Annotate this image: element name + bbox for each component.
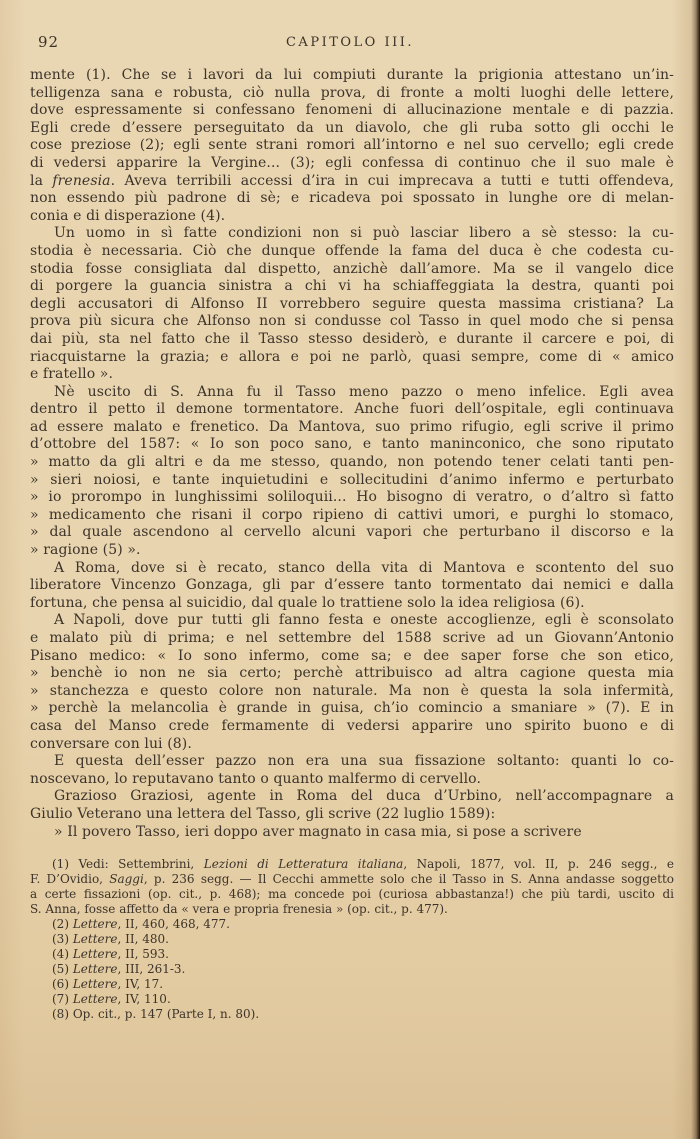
body-text bbox=[30, 67, 674, 841]
page-header bbox=[30, 33, 670, 53]
paragraph bbox=[30, 992, 674, 1007]
text-line: degli accusatori di Alfonso II vorrebbero seguire questa massima cristiana? La bbox=[30, 295, 674, 312]
text-line: dentro il petto il demone tormentatore. Anche fuori dell’ospitale, egli continuava bbox=[30, 401, 674, 418]
text-line: A Napoli, dove pur tutti gli fanno festa e oneste accoglienze, egli è sconsolato bbox=[54, 612, 674, 629]
text-line: dove espressamente si confessano fenomeni di allucinazione mentale e di pazzia. bbox=[30, 102, 674, 119]
text-line: conia e di disperazione (4). bbox=[30, 207, 226, 224]
footnote-line: (2) Lettere, II, 460, 468, 477. bbox=[52, 917, 230, 932]
text-line: Pisano medico: « Io sono infermo, come sa; e dee saper forse che son etico, bbox=[30, 647, 674, 664]
paragraph bbox=[30, 857, 674, 917]
text-line: liberatore Vincenzo Gonzaga, gli par d’essere tanto tormentato dai nemici e dalla bbox=[30, 577, 674, 594]
text-line: noscevano, lo reputavano tanto o quanto malfermo di cervello. bbox=[30, 770, 482, 787]
text-line: » medicamento che risani il corpo ripieno di cattivi umori, e purghi lo stomaco, bbox=[30, 506, 674, 523]
paragraph bbox=[30, 917, 674, 932]
footnote-line: a certe fissazioni (op. cit., p. 468); ma concede poi (curiosa abbastanza!) che più tardi, uscito di bbox=[30, 887, 674, 902]
text-line: » matto da gli altri e da me stesso, quando, non potendo tener celati tanti pen- bbox=[30, 454, 674, 471]
paragraph bbox=[30, 932, 674, 947]
footnotes bbox=[30, 857, 674, 1022]
paragraph bbox=[30, 560, 674, 613]
text-line: » Il povero Tasso, ieri doppo aver magnato in casa mia, si pose a scrivere bbox=[54, 823, 582, 840]
footnote-line: F. D’Ovidio, Saggi, p. 236 segg. — Il Cecchi ammette solo che il Tasso in S. Anna andasse soggetto bbox=[30, 872, 674, 887]
paragraph bbox=[30, 824, 674, 842]
paragraph bbox=[30, 225, 674, 383]
text-line: ad essere malato e frenetico. Da Mantova, suo primo rifugio, egli scrive il primo bbox=[30, 418, 674, 435]
text-line: e fratello ». bbox=[30, 366, 114, 383]
text-line: » dal quale ascendono al cervello alcuni vapori che perturbano il discorso e la bbox=[30, 524, 674, 541]
footnote-line: (7) Lettere, IV, 110. bbox=[52, 992, 171, 1007]
text-line: la frenesia. Aveva terribili accessi d’ira in cui imprecava a tutti e tutti offendeva, bbox=[30, 172, 674, 189]
text-line: Giulio Veterano una lettera del Tasso, gli scrive (22 luglio 1589): bbox=[30, 805, 496, 822]
text-line: stodia fosse consigliata dal dispetto, anzichè dall’amore. Ma se il vangelo dice bbox=[30, 260, 674, 277]
text-line: Nè uscito di S. Anna fu il Tasso meno pazzo o meno infelice. Egli avea bbox=[54, 383, 674, 400]
text-line: » stanchezza e questo colore non naturale. Ma non è questa la sola infermità, bbox=[30, 682, 674, 699]
text-line: » perchè la melancolia è grande in guisa, ch’io comincio a smaniare » (7). E in bbox=[30, 700, 674, 717]
text-line: casa del Manso crede fermamente di vedersi apparire uno spirito buono e di bbox=[30, 717, 674, 734]
paragraph bbox=[30, 1007, 674, 1022]
text-line: » sieri noiosi, e tante inquietudini e sollecitudini d’animo infermo e perturbato bbox=[30, 471, 674, 488]
paragraph bbox=[30, 753, 674, 788]
text-line: prova più sicura che Alfonso non si condusse col Tasso in quel modo che si pensa bbox=[30, 313, 674, 330]
paragraph bbox=[30, 962, 674, 977]
chapter-title: CAPITOLO III. bbox=[285, 35, 414, 50]
text-line: cose preziose (2); egli sente strani romori all’intorno e nel suo cervello; egli crede bbox=[30, 137, 674, 154]
footnote-line: (8) Op. cit., p. 147 (Parte I, n. 80). bbox=[52, 1007, 260, 1022]
page-edge-shadow bbox=[691, 0, 700, 1139]
text-line: mente (1). Che se i lavori da lui compiuti durante la prigionia attestano un’in- bbox=[30, 67, 674, 83]
text-line: di vedersi apparire la Vergine... (3); egli confessa di continuo che il suo male è bbox=[30, 154, 674, 171]
paragraph bbox=[30, 977, 674, 992]
text-line: dai più, sta nel fatto che il Tasso stesso desiderò, e durante il carcere e poi, di bbox=[30, 330, 674, 347]
footnote-line: (6) Lettere, IV, 17. bbox=[52, 977, 164, 992]
paragraph bbox=[30, 67, 674, 225]
text-line: d’ottobre del 1587: « Io son poco sano, e tanto maninconico, che sono riputato bbox=[30, 436, 674, 453]
text-line: telligenza sana e robusta, ciò nulla prova, di fronte a molti luoghi delle lettere, bbox=[30, 84, 674, 101]
text-line: conversare con lui (8). bbox=[30, 735, 192, 752]
text-line: » benchè io non ne sia certo; perchè attribuisco ad altra cagione questa mia bbox=[30, 665, 674, 682]
text-line: A Roma, dove si è recato, stanco della vita di Mantova e scontento del suo bbox=[54, 559, 674, 576]
footnote-line: (1) Vedi: Settembrini, Lezioni di Letteratura italiana, Napoli, 1877, vol. II, p. 246 segg., e bbox=[52, 857, 674, 872]
text-line: fortuna, che pensa al suicidio, dal quale lo trattiene solo la idea religiosa (6). bbox=[30, 594, 585, 611]
text-line: » ragione (5) ». bbox=[30, 542, 141, 559]
text-line: E questa dell’esser pazzo non era una sua fissazione soltanto: quanti lo co- bbox=[54, 753, 674, 770]
text-line: Un uomo in sì fatte condizioni non si può lasciar libero a sè stesso: la cu- bbox=[54, 225, 674, 242]
page-number: 92 bbox=[38, 33, 60, 51]
text-line: Egli crede d’essere perseguitato da un diavolo, che gli ruba sotto gli occhi le bbox=[30, 119, 674, 136]
text-line: di porgere la guancia sinistra a chi vi ha schiaffeggiata la destra, quanti poi bbox=[30, 278, 674, 295]
footnote-line: S. Anna, fosse affetto da « vera e propria frenesia » (op. cit., p. 477). bbox=[30, 902, 448, 917]
paragraph bbox=[30, 788, 674, 823]
text-line: Grazioso Graziosi, agente in Roma del duca d’Urbino, nell’accompagnare a bbox=[54, 788, 674, 805]
footnote-line: (4) Lettere, II, 593. bbox=[52, 947, 169, 962]
text-line: riacquistarne la grazia; e allora e poi ne parlò, quasi sempre, come di « amico bbox=[30, 348, 674, 365]
text-line: non essendo più padrone di sè; e ricadeva poi spossato in lunghe ore di melan- bbox=[30, 190, 674, 207]
text-line: e malato più di prima; e nel settembre del 1588 scrive ad un Giovann’Antonio bbox=[30, 630, 674, 646]
footnote-line: (5) Lettere, III, 261-3. bbox=[52, 962, 186, 977]
paragraph bbox=[30, 612, 674, 753]
paragraph bbox=[30, 947, 674, 962]
footnote-line: (3) Lettere, II, 480. bbox=[52, 932, 169, 947]
paragraph bbox=[30, 384, 674, 560]
text-line: stodia è necessaria. Ciò che dunque offende la fama del duca è che codesta cu- bbox=[30, 242, 674, 259]
text-line: » io prorompo in lunghissimi soliloquii... Ho bisogno di veratro, o d’altro sì fatto bbox=[30, 489, 674, 506]
